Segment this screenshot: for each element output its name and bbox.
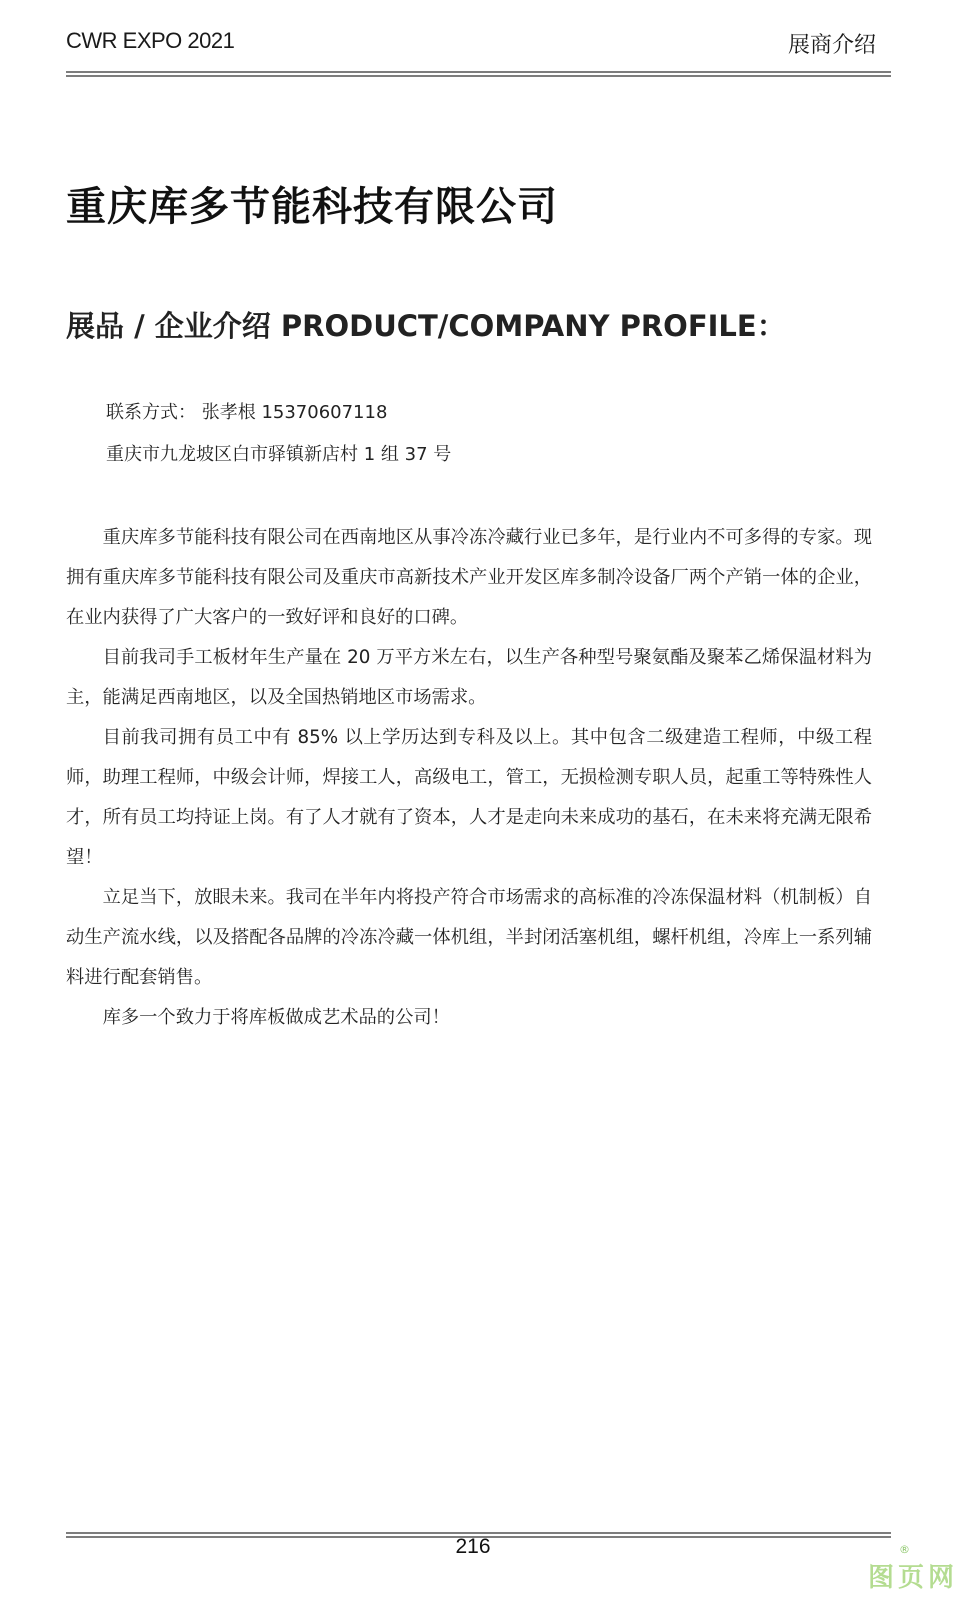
profile-paragraph: 目前我司拥有员工中有 85% 以上学历达到专科及以上。其中包含二级建造工程师，中级工程师，助理工程师，中级会计师，焊接工人，高级电工，管工，无损检测专职人员，起重工等特殊性人才，所有员工均持证上岗。有了人才就有了资本，人才是走向未来成功的基石，在未来将充满无限希望！ [66,727,872,868]
section-heading: 展品 / 企业介绍 PRODUCT/COMPANY PROFILE： [66,309,786,343]
contact-address: 重庆市九龙坡区白市驿镇新店村 1 组 37 号 [106,444,452,465]
watermark-registered-mark: ® [899,1543,910,1556]
company-profile-body [66,518,872,1038]
company-name: 重庆库多节能科技有限公司 [66,184,558,230]
contact-phone: 联系方式： 张孝根 15370607118 [106,402,388,423]
profile-paragraph: 库多一个致力于将库板做成艺术品的公司！ [102,1007,450,1028]
watermark-logo: 图页网 [867,1563,958,1593]
header-divider [66,71,891,77]
profile-paragraph: 目前我司手工板材年生产量在 20 万平方米左右，以生产各种型号聚氨酯及聚苯乙烯保温材料为主，能满足西南地区，以及全国热销地区市场需求。 [66,647,872,708]
profile-paragraph: 立足当下，放眼未来。我司在半年内将投产符合市场需求的高标准的冷冻保温材料（机制板）自动生产流水线，以及搭配各品牌的冷冻冷藏一体机组，半封闭活塞机组，螺杆机组，冷库上一系列辅料进行配套销售。 [66,887,872,988]
page-number: 216 [455,1535,491,1558]
header-section-label: 展商介绍 [787,33,876,58]
profile-paragraph: 重庆库多节能科技有限公司在西南地区从事冷冻冷藏行业已多年，是行业内不可多得的专家。现拥有重庆库多节能科技有限公司及重庆市高新技术产业开发区库多制冷设备厂两个产销一体的企业，在业内获得了广大客户的一致好评和良好的口碑。 [66,527,872,628]
contact-block [106,396,451,480]
header-expo-title: CWR EXPO 2021 [66,28,235,53]
